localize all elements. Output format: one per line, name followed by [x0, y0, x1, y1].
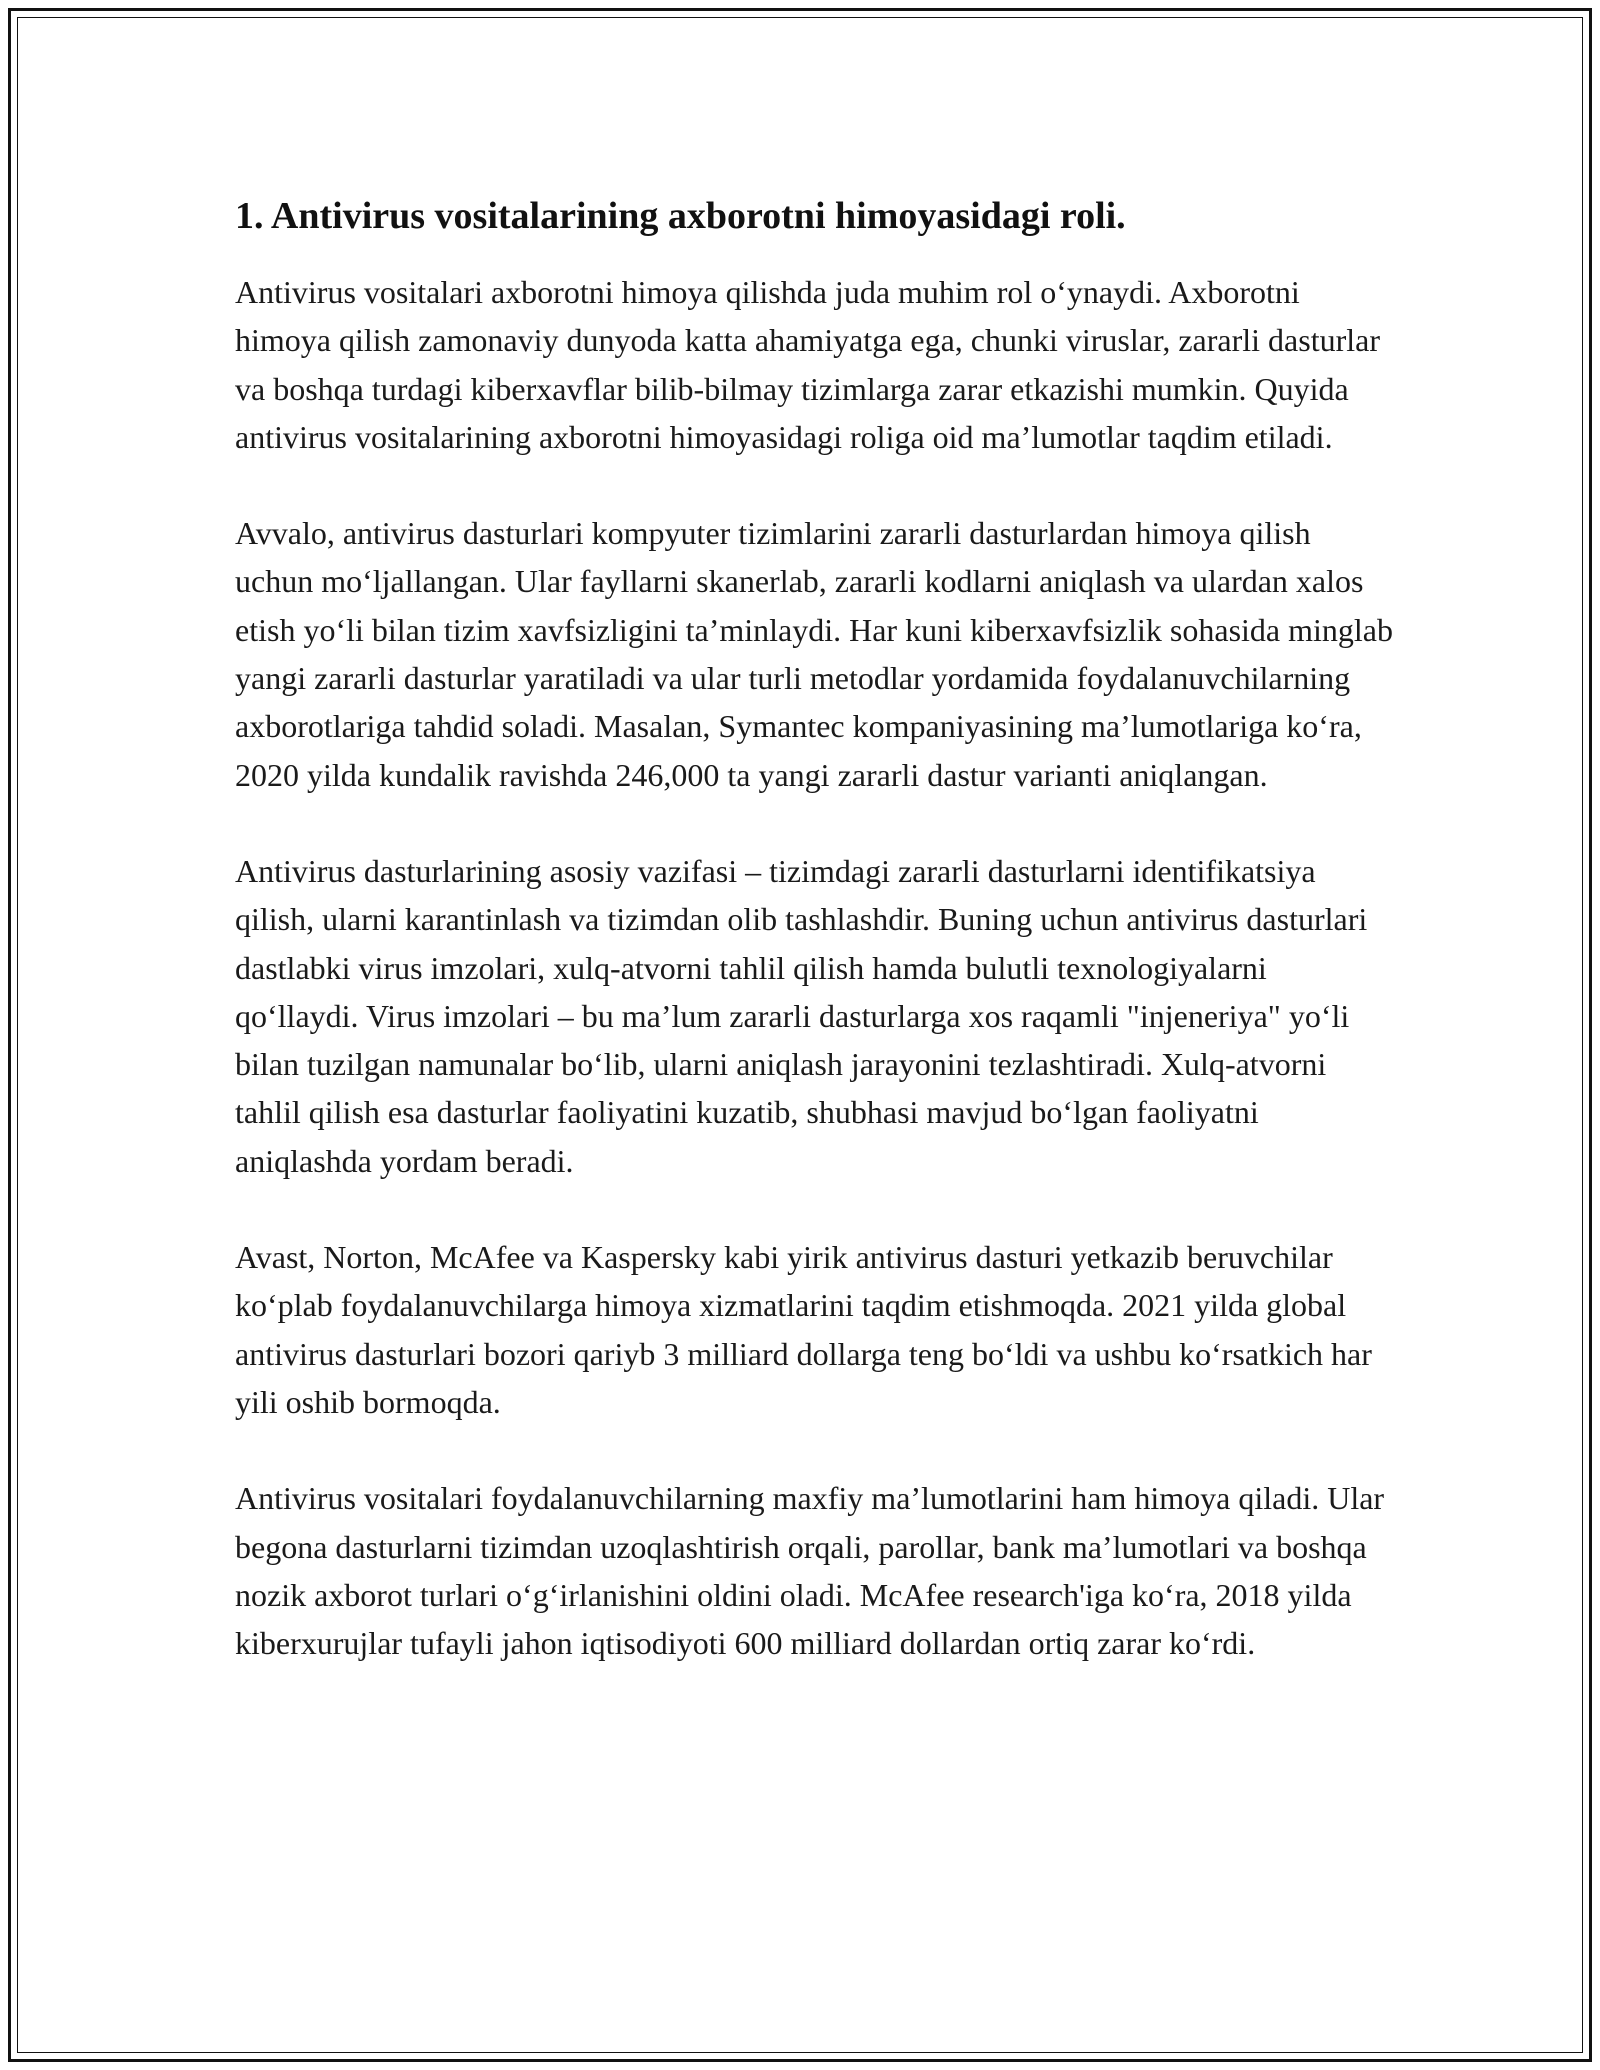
paragraph-5: Antivirus vositalari foydalanuvchilarning maxfiy ma’lumotlarini ham himoya qiladi. Ular begona dasturlarni tizimdan uzoqlashtirish orqali, parollar, bank ma’lumotlari va boshqa nozik axborot turlari o‘g‘irlanishini oldini oladi. McAfee research'iga ko‘ra, 2018 yilda kiberxurujlar tufayli jahon iqtisodiyoti 600 milliard dollardan ortiq zarar ko‘rdi.	[235, 1480, 1385, 1662]
paragraph-4: Avast, Norton, McAfee va Kaspersky kabi yirik antivirus dasturi yetkazib beruvchilar ko‘plab foydalanuvchilarga himoya xizmatlarini taqdim etishmoqda. 2021 yilda global antivirus dasturlari bozori qariyb 3 milliard dollarga teng bo‘ldi va ushbu ko‘rsatkich har yili oshib bormoqda.	[235, 1239, 1372, 1420]
section-heading: 1. Antivirus vositalarining axborotni himoyasidagi roli.	[235, 195, 1126, 237]
paragraph-3: Antivirus dasturlarining asosiy vazifasi – tizimdagi zararli dasturlarni identifikatsiya qilish, ularni karantinlash va tizimdan olib tashlashdir. Buning uchun antivirus dasturlari dastlabki virus imzolari, xulq-atvorni tahlil qilish hamda bulutli texnologiyalarni qo‘llaydi. Virus imzolari – bu ma’lum zararli dasturlarga xos raqamli "injeneriya" yo‘li bilan tuzilgan namunalar bo‘lib, ularni aniqlash jarayonini tezlashtiradi. Xulq-atvorni tahlil qilish esa dasturlar faoliyatini kuzatib, shubhasi mavjud bo‘lgan faoliyatni aniqlashda yordam beradi.	[235, 852, 1368, 1179]
paragraph-2: Avvalo, antivirus dasturlari kompyuter tizimlarini zararli dasturlardan himoya qilish uchun mo‘ljallangan. Ular fayllarni skanerlab, zararli kodlarni aniqlash va ulardan xalos etish yo‘li bilan tizim xavfsizligini ta’minlaydi. Har kuni kiberxavfsizlik sohasida minglab yangi zararli dasturlar yaratiladi va ular turli metodlar yordamida foydalanuvchilarning axborotlariga tahdid soladi. Masalan, Symantec kompaniyasining ma’lumotlariga ko‘ra, 2020 yilda kundalik ravishda 246,000 ta yangi zararli dastur varianti aniqlangan.	[235, 515, 1393, 793]
document-body	[235, 188, 1395, 1667]
paragraph-1: Antivirus vositalari axborotni himoya qilishda juda muhim rol o‘ynaydi. Axborotni himoya qilish zamonaviy dunyoda katta ahamiyatga ega, chunki viruslar, zararli dasturlar va boshqa turdagi kiberxavflar bilib-bilmay tizimlarga zarar etkazishi mumkin. Quyida antivirus vositalarining axborotni himoyasidagi roliga oid ma’lumotlar taqdim etiladi.	[235, 274, 1380, 455]
